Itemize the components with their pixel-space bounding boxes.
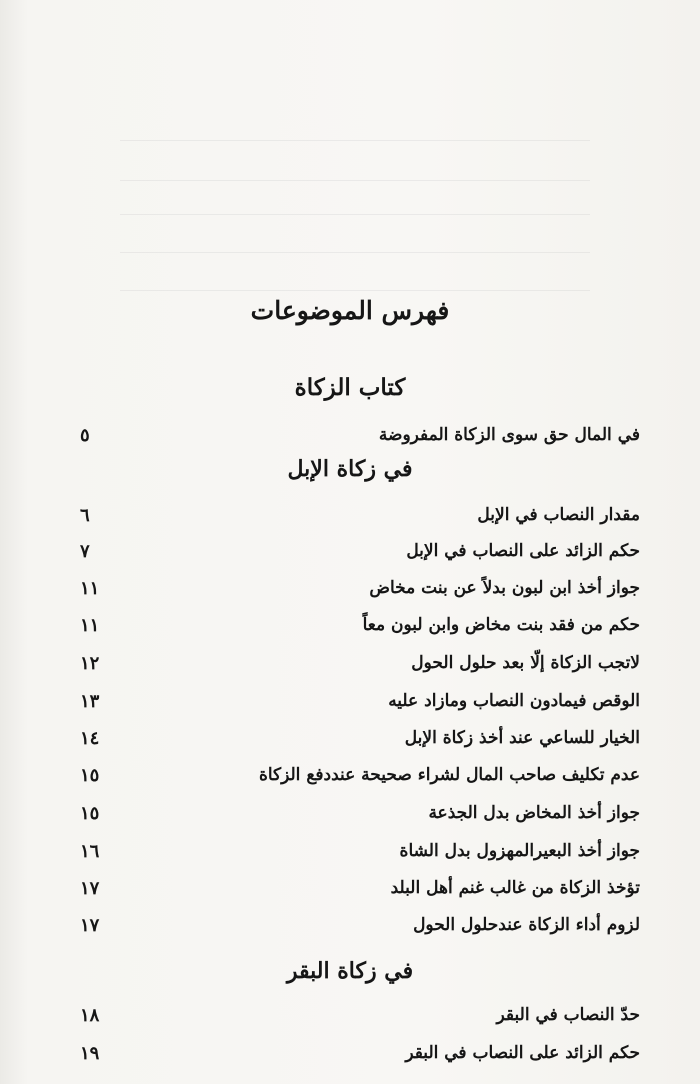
entry-page: ١٣ <box>80 690 100 712</box>
entry-title: حكم الزائد على النصاب في البقر <box>405 1043 640 1063</box>
toc-entry <box>80 836 640 866</box>
entry-page: ٥ <box>80 424 90 446</box>
toc-entry <box>80 873 640 903</box>
entry-title: في المال حق سوى الزكاة المفروضة <box>378 425 640 445</box>
entry-title: حكم من فقد بنت مخاض وابن لبون معاً <box>362 615 640 635</box>
toc-entry <box>80 648 640 678</box>
toc-entry <box>80 1038 640 1068</box>
toc-heading: فهرس الموضوعات <box>250 296 450 325</box>
bleed-through-line <box>120 180 590 181</box>
entry-title: لزوم أداء الزكاة عندحلول الحول <box>413 915 640 935</box>
entry-title: حكم الزائد على النصاب في الإبل <box>406 541 640 561</box>
bleed-through-line <box>120 290 590 291</box>
entry-page: ١١ <box>80 577 100 599</box>
toc-entry <box>80 910 640 940</box>
entry-title: تؤخذ الزكاة من غالب غنم أهل البلد <box>390 878 640 898</box>
section-heading-camels: في زكاة الإبل <box>287 456 413 482</box>
entry-title: جواز أخذ ابن لبون بدلاً عن بنت مخاض <box>369 578 640 598</box>
toc-entry <box>80 573 640 603</box>
toc-entry <box>80 723 640 753</box>
entry-page: ١٧ <box>80 914 100 936</box>
entry-page: ١٤ <box>80 727 100 749</box>
toc-entry <box>80 610 640 640</box>
toc-entry <box>80 500 640 530</box>
entry-title: الوقص فيمادون النصاب ومازاد عليه <box>388 691 640 711</box>
entry-page: ١٥ <box>80 764 100 786</box>
entry-title: جواز أخذ المخاض بدل الجذعة <box>428 803 640 823</box>
entry-page: ١٢ <box>80 652 100 674</box>
section-heading-cattle: في زكاة البقر <box>286 958 414 984</box>
entry-page: ١٥ <box>80 802 100 824</box>
bleed-through-line <box>120 214 590 215</box>
entry-title: الخيار للساعي عند أخذ زكاة الإبل <box>404 728 640 748</box>
book-title: كتاب الزكاة <box>294 374 406 401</box>
entry-title: عدم تكليف صاحب المال لشراء صحيحة عنددفع الزكاة <box>258 765 640 785</box>
entry-title: مقدار النصاب في الإبل <box>477 505 640 525</box>
toc-entry <box>80 798 640 828</box>
bleed-through-line <box>120 252 590 253</box>
toc-entry <box>80 1000 640 1030</box>
toc-entry <box>80 760 640 790</box>
entry-page: ١١ <box>80 614 100 636</box>
entry-page: ٧ <box>80 540 90 562</box>
toc-entry <box>80 536 640 566</box>
toc-entry <box>80 420 640 450</box>
entry-title: جواز أخذ البعيرالمهزول بدل الشاة <box>399 841 640 861</box>
toc-entry <box>80 686 640 716</box>
entry-page: ٦ <box>80 504 90 526</box>
bleed-through-line <box>120 140 590 141</box>
entry-title: حدّ النصاب في البقر <box>496 1005 640 1025</box>
entry-title: لاتجب الزكاة إلّا بعد حلول الحول <box>411 653 640 673</box>
entry-page: ١٦ <box>80 840 100 862</box>
entry-page: ١٩ <box>80 1042 100 1064</box>
entry-page: ١٨ <box>80 1004 100 1026</box>
entry-page: ١٧ <box>80 877 100 899</box>
